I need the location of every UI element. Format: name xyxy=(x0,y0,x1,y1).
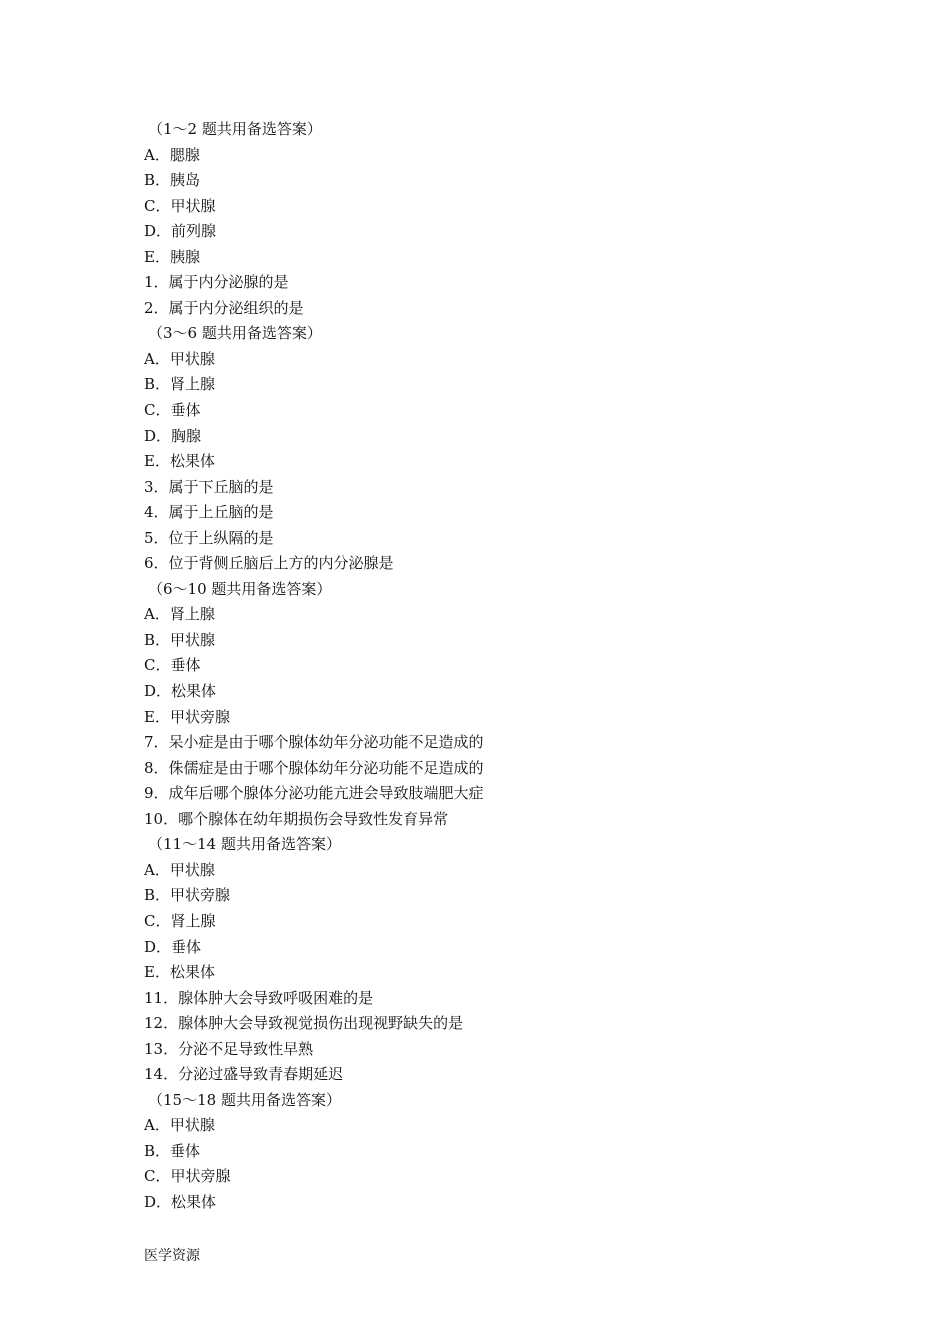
option-item: A．甲状腺 xyxy=(144,349,215,368)
group-heading: （6～10 题共用备选答案） xyxy=(148,579,332,598)
option-item: B．甲状旁腺 xyxy=(144,886,231,905)
option-item: E．松果体 xyxy=(144,452,215,471)
question-item: 2．属于内分泌组织的是 xyxy=(144,298,304,317)
option-item: C．垂体 xyxy=(144,656,201,675)
question-item: 1．属于内分泌腺的是 xyxy=(144,273,289,292)
option-item: B．垂体 xyxy=(144,1141,201,1160)
group-heading: （3～6 题共用备选答案） xyxy=(148,324,322,343)
option-item: C．肾上腺 xyxy=(144,911,216,930)
option-item: C．垂体 xyxy=(144,401,201,420)
option-item: A．甲状腺 xyxy=(144,1116,215,1135)
group-heading: （1～2 题共用备选答案） xyxy=(148,120,322,138)
question-item: 10．哪个腺体在幼年期损伤会导致性发育异常 xyxy=(144,809,449,828)
question-item: 14．分泌过盛导致青春期延迟 xyxy=(144,1065,344,1084)
option-item: E．胰腺 xyxy=(144,247,200,266)
page-footer: 医学资源 xyxy=(144,1248,200,1264)
option-item: D．胸腺 xyxy=(144,426,202,445)
option-item: A．腮腺 xyxy=(144,145,200,164)
question-item: 3．属于下丘脑的是 xyxy=(144,477,274,496)
option-item: A．肾上腺 xyxy=(144,605,215,624)
question-item: 5．位于上纵隔的是 xyxy=(144,528,274,547)
option-item: B．甲状腺 xyxy=(144,630,216,649)
option-item: D．前列腺 xyxy=(144,222,217,241)
option-item: A．甲状腺 xyxy=(144,860,215,879)
question-item: 6．位于背侧丘脑后上方的内分泌腺是 xyxy=(144,554,394,573)
option-item: B．肾上腺 xyxy=(144,375,216,394)
group-heading: （15～18 题共用备选答案） xyxy=(148,1090,341,1109)
option-item: E．甲状旁腺 xyxy=(144,707,230,726)
option-item: E．松果体 xyxy=(144,963,215,982)
question-item: 13．分泌不足导致性早熟 xyxy=(144,1039,314,1058)
question-item: 9．成年后哪个腺体分泌功能亢进会导致肢端肥大症 xyxy=(144,784,484,803)
option-item: D．松果体 xyxy=(144,1192,217,1211)
question-item: 11．腺体肿大会导致呼吸困难的是 xyxy=(144,988,374,1007)
question-item: 7．呆小症是由于哪个腺体幼年分泌功能不足造成的 xyxy=(144,733,484,752)
question-item: 12．腺体肿大会导致视觉损伤出现视野缺失的是 xyxy=(144,1014,464,1033)
option-item: D．垂体 xyxy=(144,937,202,956)
option-item: C．甲状旁腺 xyxy=(144,1167,231,1186)
option-item: C．甲状腺 xyxy=(144,196,216,215)
option-item: B．胰岛 xyxy=(144,171,201,190)
question-item: 4．属于上丘脑的是 xyxy=(144,503,274,522)
option-item: D．松果体 xyxy=(144,682,217,701)
group-heading: （11～14 题共用备选答案） xyxy=(148,835,341,854)
question-item: 8．侏儒症是由于哪个腺体幼年分泌功能不足造成的 xyxy=(144,758,484,777)
document-body xyxy=(144,117,844,1216)
